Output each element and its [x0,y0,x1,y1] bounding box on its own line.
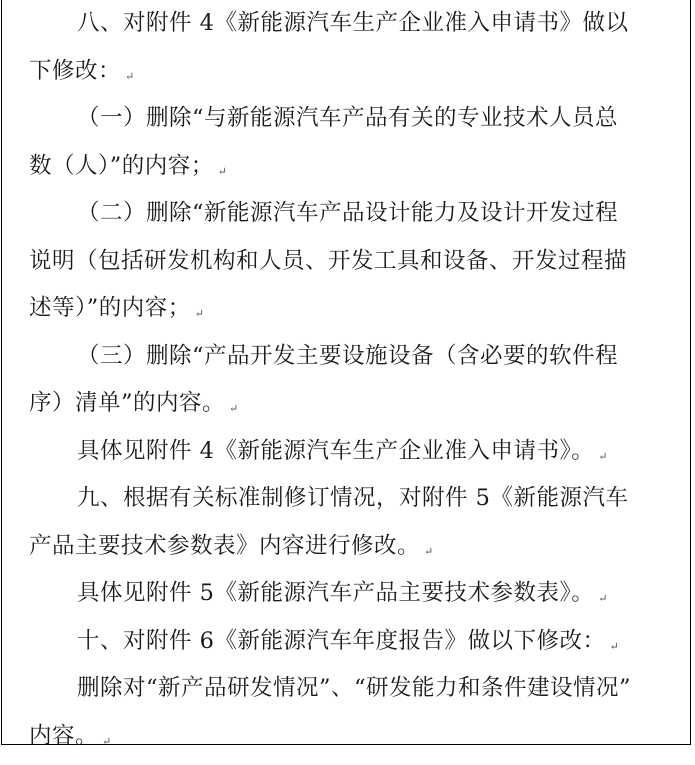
document-body [29,0,654,760]
paragraph-mark-icon: ↵ [598,449,608,463]
text-line: 十、对附件 6《新能源汽车年度报告》做以下修改： ↵ [77,627,620,654]
paragraph-8-3 [29,333,654,428]
paragraph-mark-icon: ↵ [609,639,620,653]
paragraph-10 [29,618,654,666]
text-line: （一）删除“与新能源汽车产品有关的专业技术人员总 [77,105,619,131]
text-line: 序）清单”的内容。 ↵ [29,390,239,416]
text-line: 具体见附件 5《新能源汽车产品主要技术参数表》。 ↵ [77,580,608,606]
text-line: 具体见附件 4《新能源汽车生产企业准入申请书》。 ↵ [77,437,608,464]
text-line: 产品主要技术参数表》内容进行修改。 ↵ [29,532,434,559]
paragraph-9-ref [29,570,654,618]
paragraph-8-2 [29,190,654,333]
paragraph-8 [29,0,654,95]
text-line: 述等）”的内容； ↵ [29,295,205,321]
paragraph-mark-icon: ↵ [424,544,434,558]
text-line: （三）删除“产品开发主要设施设备（含必要的软件程 [77,342,619,369]
text-line: （二）删除“新能源汽车产品设计能力及设计开发过程 [77,200,619,226]
paragraph-mark-icon: ↵ [217,164,228,178]
text-line: 数（人）”的内容； ↵ [29,152,228,179]
text-line: 删除对“新产品研发情况”、“研发能力和条件建设情况” [77,675,632,701]
text-line: 八、对附件 4《新能源汽车生产企业准入申请书》做以 [77,10,629,36]
paragraph-mark-icon: ↵ [194,307,205,320]
paragraph-mark-icon: ↵ [125,69,135,83]
paragraph-mark-icon: ↵ [229,402,239,415]
paragraph-8-ref [29,428,654,476]
paragraph-mark-icon: ↵ [102,734,112,748]
text-line: 九、根据有关标准制修订情况，对附件 5《新能源汽车 [77,485,629,511]
text-line: 内容。 ↵ [29,722,112,749]
paragraph-9 [29,475,654,570]
paragraph-10-1 [29,665,654,760]
paragraph-mark-icon: ↵ [598,592,608,605]
text-line: 说明（包括研发机构和人员、开发工具和设备、开发过程描 [29,247,628,274]
text-line: 下修改： ↵ [29,57,135,84]
paragraph-8-1 [29,95,654,190]
